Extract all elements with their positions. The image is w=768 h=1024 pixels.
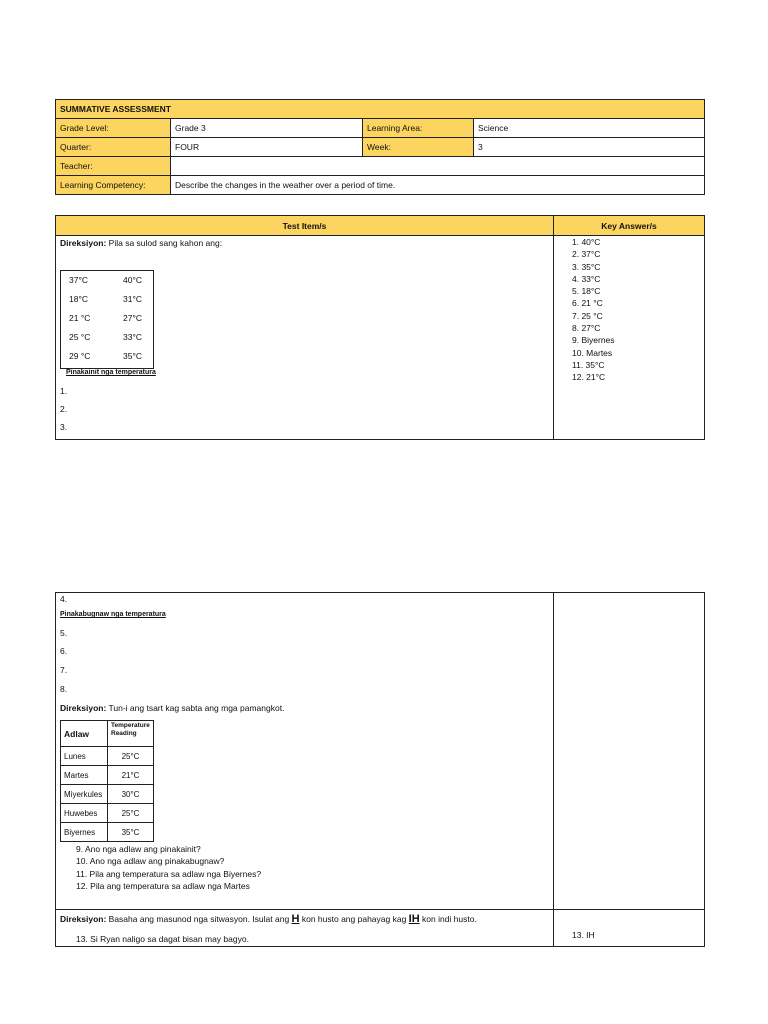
direction-3-text: Basaha ang masunod nga sitwasyon. Isulat ang (106, 914, 292, 924)
direction-2 (60, 703, 284, 713)
key-answer: 5. 18°C (572, 286, 601, 297)
test-items-cell (56, 236, 554, 440)
temperature-value: 37°C (69, 275, 88, 285)
continuation-items-cell (56, 593, 554, 910)
quarter-value: FOUR (171, 138, 363, 157)
direction-3-text: kon indi husto. (419, 914, 477, 924)
learning-area-value: Science (474, 119, 705, 138)
key-answer: 13. IH (572, 930, 595, 940)
learning-area-label: Learning Area: (363, 119, 474, 138)
day-row (61, 785, 154, 804)
day-name: Huwebes (61, 804, 108, 823)
day-row (61, 823, 154, 842)
day-name: Martes (61, 766, 108, 785)
day-temperature: 30°C (108, 785, 154, 804)
key-answer: 1. 40°C (572, 237, 601, 247)
hottest-heading: Pinakainit nga temperatura (66, 369, 156, 376)
week-value: 3 (474, 138, 705, 157)
temperature-column-header: Temperature Reading (108, 721, 154, 747)
temperature-value: 33°C (123, 332, 142, 342)
key-answer: 10. Martes (572, 347, 613, 358)
teacher-value (171, 157, 705, 176)
direction-1-text: Pila sa sulod sang kahon ang: (106, 238, 223, 248)
temperature-value: 31°C (123, 294, 142, 304)
direction-1 (60, 238, 222, 248)
question: 12. Pila ang temperatura sa adlaw nga Martes (76, 881, 250, 892)
answer-blank: 4. (60, 594, 68, 604)
answer-blank: 1. (60, 386, 68, 396)
item-13: 13. Si Ryan naligo sa dagat bisan may bagyo. (76, 934, 249, 944)
direction-2-label: Direksiyon: (60, 703, 107, 713)
teacher-label: Teacher: (56, 157, 171, 176)
key-answer: 4. 33°C (572, 273, 601, 284)
direction-3-cell (56, 910, 554, 947)
day-temperature: 25°C (108, 804, 154, 823)
answer-blank: 8. (60, 684, 68, 694)
direction-1-label: Direksiyon: (60, 238, 107, 248)
temperature-row (61, 347, 153, 366)
answer-blank: 2. (60, 404, 68, 414)
assessment-header-table (55, 99, 705, 195)
day-row (61, 747, 154, 766)
daily-temperature-table (60, 720, 154, 842)
assessment-title: SUMMATIVE ASSESSMENT (56, 100, 705, 119)
key-answers-list (572, 236, 615, 384)
day-name: Miyerkules (61, 785, 108, 804)
answer-blank: 6. (60, 646, 68, 656)
temperature-value: 29 °C (69, 351, 91, 361)
temperature-value: 27°C (123, 313, 142, 323)
question: 9. Ano nga adlaw ang pinakainit? (76, 844, 201, 854)
key-13-cell (554, 910, 705, 947)
temperature-row (61, 271, 153, 290)
key-answer: 12. 21°C (572, 372, 606, 383)
temperature-value: 25 °C (69, 332, 91, 342)
key-answer: 9. Biyernes (572, 335, 615, 346)
key-answer: 2. 37°C (572, 249, 601, 260)
temperature-row (61, 290, 153, 309)
test-items-table (55, 215, 705, 440)
key-answer: 8. 27°C (572, 323, 601, 334)
temperature-box (60, 270, 154, 369)
day-temperature: 35°C (108, 823, 154, 842)
answer-blank: 7. (60, 665, 68, 675)
true-mark: H (291, 913, 300, 925)
key-answer: 6. 21 °C (572, 298, 603, 309)
answer-blank: 3. (60, 422, 68, 432)
key-answer: 11. 35°C (572, 359, 605, 370)
week-label: Week: (363, 138, 474, 157)
temperature-value: 40°C (123, 275, 142, 285)
question: 11. Pila ang temperatura sa adlaw nga Biyernes? (76, 868, 262, 879)
test-items-column-header: Test Item/s (56, 216, 554, 236)
direction-3-label: Direksiyon: (60, 914, 107, 924)
competency-label: Learning Competency: (56, 176, 171, 195)
day-name: Biyernes (61, 823, 108, 842)
grade-level-value: Grade 3 (171, 119, 363, 138)
coldest-heading: Pinakabugnaw nga temperatura (60, 611, 166, 618)
false-mark: IH (408, 913, 420, 925)
direction-3 (60, 913, 477, 925)
temperature-value: 35°C (123, 351, 142, 361)
day-row (61, 804, 154, 823)
day-column-header: Adlaw (61, 721, 108, 747)
day-row (61, 766, 154, 785)
answer-blank: 5. (60, 628, 68, 638)
direction-2-text: Tun-i ang tsart kag sabta ang mga pamangkot. (106, 703, 285, 713)
continuation-table (55, 592, 705, 947)
temperature-row (61, 309, 153, 328)
question-list (76, 843, 261, 893)
direction-3-text: kon husto ang pahayag kag (299, 914, 409, 924)
quarter-label: Quarter: (56, 138, 171, 157)
continuation-key-cell (554, 593, 705, 910)
key-answers-cell (554, 236, 705, 440)
key-answer: 3. 35°C (572, 261, 601, 272)
competency-value: Describe the changes in the weather over a period of time. (171, 176, 705, 195)
question: 10. Ano nga adlaw ang pinakabugnaw? (76, 856, 225, 867)
key-answer: 7. 25 °C (572, 310, 603, 321)
temperature-row (61, 328, 153, 347)
temperature-value: 18°C (69, 294, 88, 304)
key-answers-column-header: Key Answer/s (554, 216, 705, 236)
grade-level-label: Grade Level: (56, 119, 171, 138)
temperature-value: 21 °C (69, 313, 91, 323)
day-temperature: 21°C (108, 766, 154, 785)
day-temperature: 25°C (108, 747, 154, 766)
day-name: Lunes (61, 747, 108, 766)
